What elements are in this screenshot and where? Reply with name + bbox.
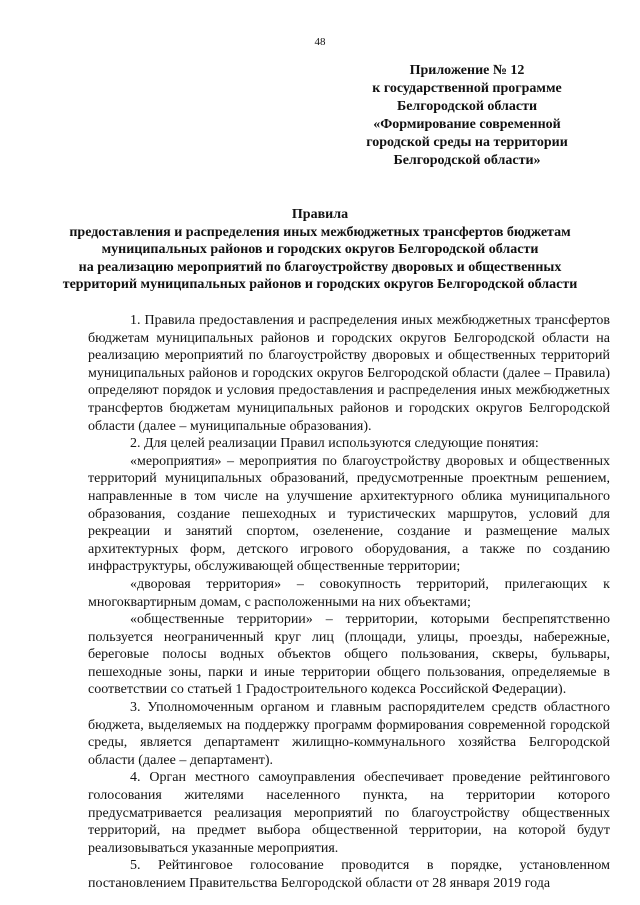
paragraph-rule-2: 2. Для целей реализации Правил используются следующие понятия:: [130, 436, 539, 452]
title-line: предоставления и распределения иных межбюджетных трансфертов бюджетам: [69, 224, 571, 240]
paragraph-definition-yard: «дворовая территория» – совокупность территорий, прилегающих к многоквартирным домам, с расположенными на них объектами;: [88, 576, 610, 610]
appendix-line: Белгородской области: [396, 99, 538, 114]
page-number: 48: [314, 36, 326, 48]
paragraph-rule-1: 1. Правила предоставления и распределения иных межбюджетных трансфертов бюджетам муниципальных районов и городских округов Белгородской области на реализацию мероприятий по благоустройству дворовых и общественных территорий муниципальных районов и городских округов Белгородской области (далее – Правила) определяют порядок и условия предоставления и распределения иных межбюджетных трансфертов бюджетам муниципальных районов и городских округов Белгородской области (далее – муниципальные образования).: [88, 313, 610, 434]
appendix-line: городской среды на территории: [366, 135, 568, 150]
document-body: [88, 312, 610, 893]
appendix-line: Приложение № 12: [409, 63, 525, 78]
paragraph-rule-4: 4. Орган местного самоуправления обеспечивает проведение рейтингового голосования жителями населенного пункта, на территории которого предусматривается реализация мероприятий по благоустройству общественных территорий, на предмет выбора общественной территории, на которой будут реализовываться указанные мероприятия.: [88, 770, 610, 856]
paragraph-definition-measures: «мероприятия» – мероприятия по благоустройству дворовых и общественных территорий муниципальных образований, предусмотренные проектным решением, направленные в том числе на улучшение архитектурного облика муниципального образования, создание пешеходных и туристических маршрутов, условий для рекреации и занятий спортом, озеленение, создание и размещение малых архитектурных форм, детского игрового оборудования, а также по созданию инфраструктуры, обслуживающей общественные территории;: [88, 453, 610, 575]
title-line: территорий муниципальных районов и городских округов Белгородской области: [62, 277, 578, 292]
appendix-line: Белгородской области»: [393, 153, 541, 168]
paragraph-rule-5: 5. Рейтинговое голосование проводится в порядке, установленном постановлением Правительства Белгородской области от 28 января 2019 года: [88, 858, 610, 891]
document-title: [0, 206, 640, 294]
title-line: Правила: [291, 207, 349, 222]
appendix-line: к государственной программе: [372, 81, 562, 96]
paragraph-rule-3: 3. Уполномоченным органом и главным распорядителем средств областного бюджета, выделяемых на поддержку программ формирования современной городской среды, является департамент жилищно-коммунального хозяйства Белгородской области (далее – департамент).: [88, 700, 610, 768]
title-line: на реализацию мероприятий по благоустройству дворовых и общественных: [78, 259, 562, 275]
title-line: муниципальных районов и городских округов Белгородской области: [101, 242, 539, 257]
paragraph-definition-public: «общественные территории» – территории, которыми беспрепятственно пользуется неограниченный круг лиц (площади, улицы, проезды, набережные, береговые полосы водных объектов общего пользования, скверы, бульвары, пешеходные зоны, парки и иные территории общего пользования, определяемые в соответствии со статьей 1 Градостроительного кодекса Российской Федерации).: [88, 612, 610, 698]
appendix-line: «Формирование современной: [373, 117, 561, 132]
appendix-header: [342, 62, 592, 170]
